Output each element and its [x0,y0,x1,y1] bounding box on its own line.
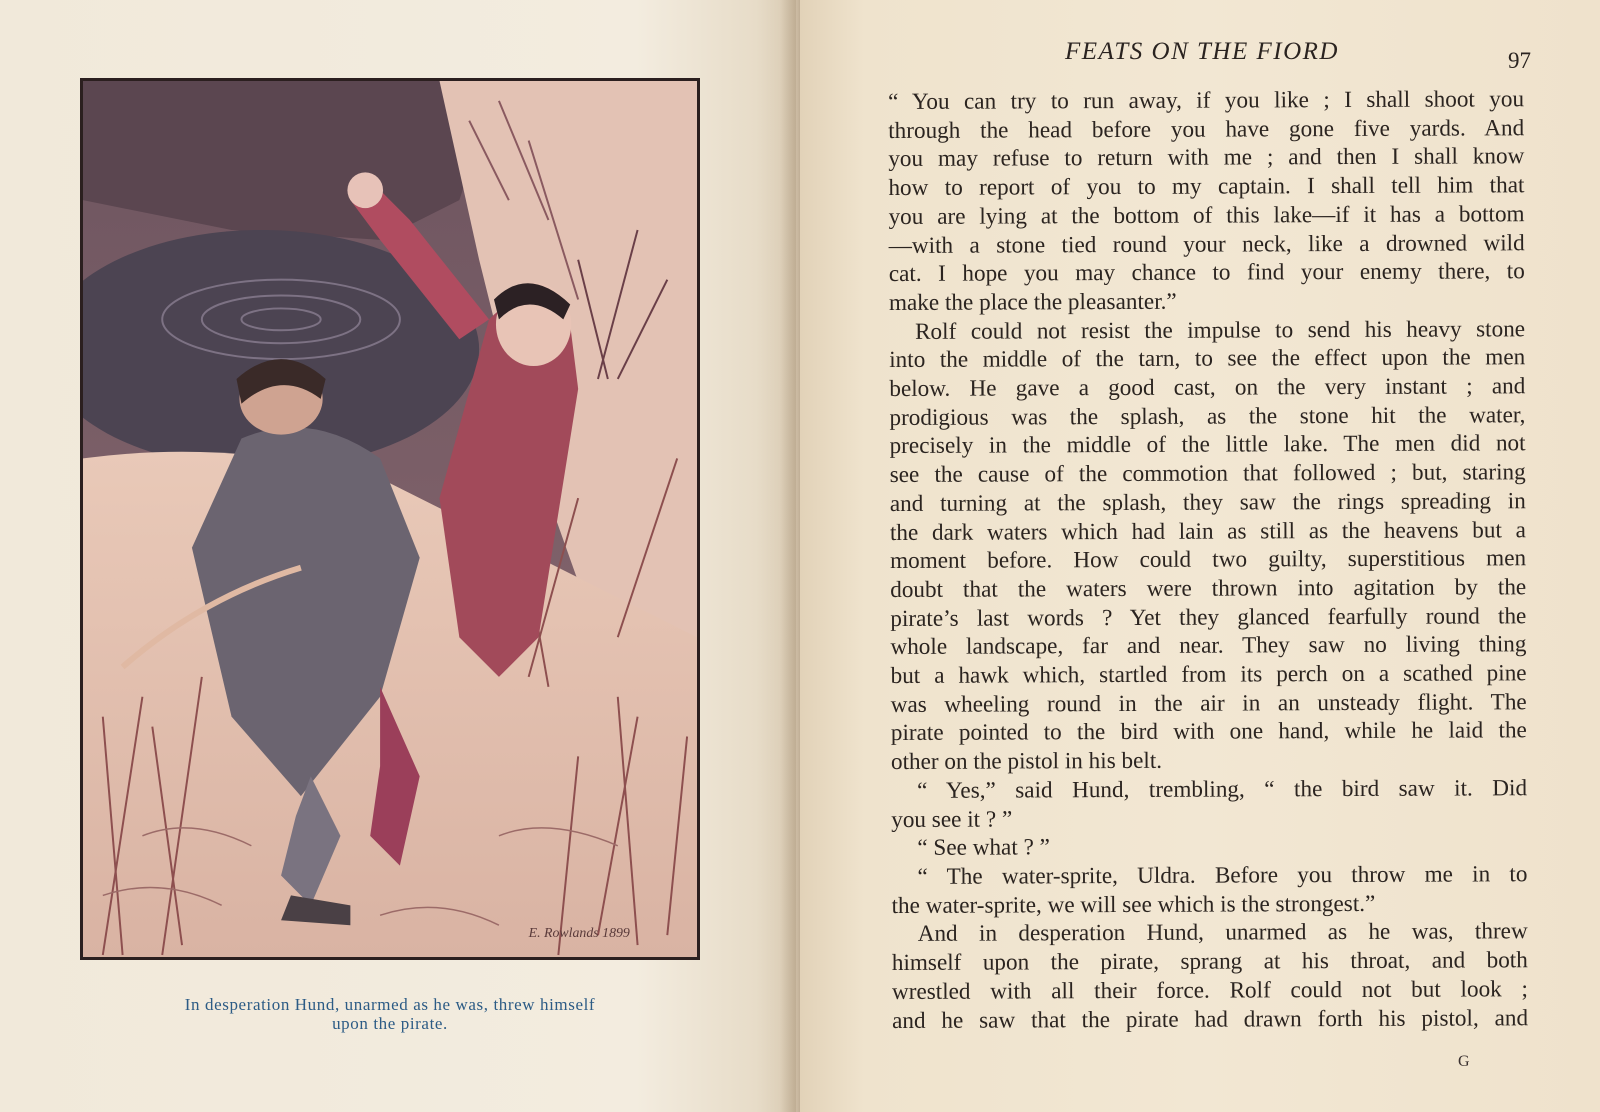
text-line: “ The water-sprite, Uldra. Before you throw me in to [917,861,1528,890]
text-line: and he saw that the pirate had drawn forth his pistol, and [892,1004,1529,1034]
text-line: pirate’s last words ? Yet they glanced fearfully round the [890,602,1527,632]
illustration-struggle-by-lake-icon [83,81,697,957]
text-line: precisely in the middle of the little lake. The men did not [889,430,1526,460]
page-number: 97 [1508,48,1531,73]
text-line: but a hawk which, startled from its perch on a scathed pine [890,660,1527,690]
text-line: make the place the pleasanter.” [888,288,1177,316]
text-line: “ You can try to run away, if you like ; I shall shoot you [888,86,1525,115]
text-line: wrestled with all their force. Rolf could not but look ; [891,976,1528,1005]
text-line: how to report of you to my captain. I shall tell him that [888,172,1525,202]
text-line: Rolf could not resist the impulse to send his heavy stone [915,315,1526,345]
text-line: “ See what ? ” [917,834,1050,862]
text-line: see the cause of the commotion that followed ; but, staring [889,459,1526,489]
text-line: was wheeling round in the air in an unsteady flight. The [890,688,1527,718]
text-line: And in desperation Hund, unarmed as he was, threw [917,918,1528,948]
text-line: prodigious was the splash, as the stone hit the water, [889,401,1526,431]
text-line: you are lying at the bottom of this lake—if it has a bottom [888,201,1525,230]
illustration-plate [80,78,700,960]
left-page [0,0,796,1112]
text-line: —with a stone tied round your neck, like a drowned wild [888,229,1525,259]
illustration-caption [100,995,680,1033]
text-line: whole landscape, far and near. They saw no living thing [890,631,1527,661]
text-line: the dark waters which had lain as still as the heavens but a [889,516,1526,546]
text-line: you may refuse to return with me ; and then I shall know [888,143,1525,173]
running-head: FEATS ON THE FIORD [1065,38,1339,65]
text-line: pirate pointed to the bird with one hand, while he laid the [890,717,1527,747]
text-line: moment before. How could two guilty, superstitious men [890,545,1527,575]
text-line: below. He gave a good cast, on the very instant ; and [889,373,1526,403]
text-line: cat. I hope you may chance to find your enemy there, to [888,258,1525,288]
signature-mark: G [1458,1053,1471,1070]
text-line: and turning at the splash, they saw the rings spreading in [889,488,1526,517]
text-line: the water-sprite, we will see which is the strongest.” [891,890,1376,919]
text-line: “ Yes,” said Hund, trembling, “ the bird saw it. Did [917,775,1528,804]
caption-line: upon the pirate. [332,1014,448,1033]
text-line: doubt that the waters were thrown into agitation by the [890,574,1527,603]
text-line: through the head before you have gone five yards. And [888,114,1525,144]
text-line: himself upon the pirate, sprang at his throat, and both [891,947,1528,977]
artist-signature: E. Rowlands 1899 [528,926,630,942]
text-line: you see it ? ” [891,806,1013,833]
text-line: other on the pistol in his belt. [890,747,1163,776]
body-text [888,85,1528,1035]
caption-line: In desperation Hund, unarmed as he was, threw himself [184,995,596,1014]
text-line: into the middle of the tarn, to see the effect upon the men [889,344,1526,374]
